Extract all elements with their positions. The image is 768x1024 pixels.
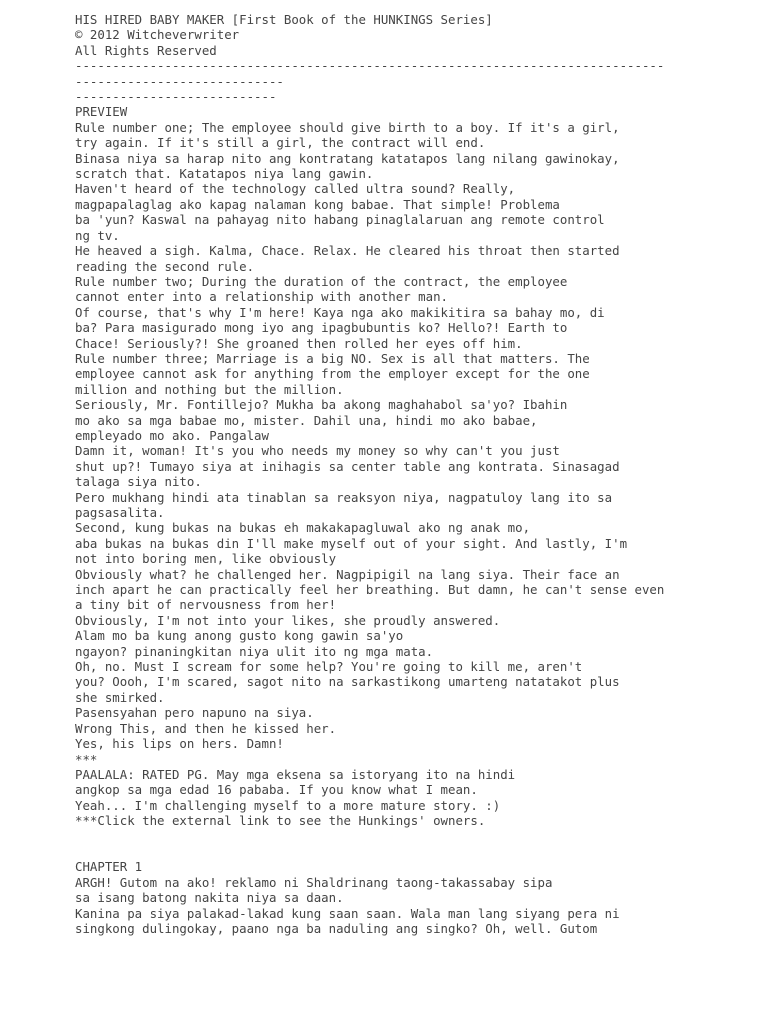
separator-line: ---------------------------- — [75, 73, 284, 89]
text-line: mo ako sa mga babae mo, mister. Dahil una, hindi mo ako babae, — [75, 412, 538, 428]
book-title: HIS HIRED BABY MAKER [First Book of the HUNKINGS Series] — [75, 12, 493, 27]
text-line: Oh, no. Must I scream for some help? You're going to kill me, aren't — [75, 659, 583, 675]
text-line: inch apart he can practically feel her breathing. But damn, he can't sense even — [75, 582, 665, 598]
text-line: ng tv. — [75, 227, 120, 243]
text-line: He heaved a sigh. Kalma, Chace. Relax. He cleared his throat then started — [75, 243, 620, 259]
text-line: Alam mo ba kung anong gusto kong gawin sa'yo — [75, 628, 404, 644]
text-line: million and nothing but the million. — [75, 381, 344, 397]
text-line: a tiny bit of nervousness from her! — [75, 597, 337, 613]
text-line: try again. If it's still a girl, the contract will end. — [75, 135, 486, 151]
chapter-heading: CHAPTER 1 — [75, 859, 143, 875]
text-line: scratch that. Katatapos niya lang gawin. — [75, 166, 374, 182]
text-line: Chace! Seriously?! She groaned then rolled her eyes off him. — [75, 335, 523, 351]
text-line: ngayon? pinaningkitan niya ulit ito ng mga mata. — [75, 643, 434, 659]
text-line: singkong dulingokay, paano nga ba naduling ang singko? Oh, well. Gutom — [75, 920, 598, 936]
text-line: sa isang batong nakita niya sa daan. — [75, 890, 344, 906]
text-line: not into boring men, like obviously — [75, 551, 337, 567]
text-line: magpapalaglag ako kapag nalaman kong babae. That simple! Problema — [75, 196, 560, 212]
text-line: Yeah... I'm challenging myself to a more mature story. :) — [75, 797, 501, 813]
text-line: Wrong This, and then he kissed her. — [75, 720, 337, 736]
text-line: talaga siya nito. — [75, 474, 202, 490]
text-line: PAALALA: RATED PG. May mga eksena sa istoryang ito na hindi — [75, 766, 516, 782]
text-line: Haven't heard of the technology called ultra sound? Really, — [75, 181, 516, 197]
text-line: Second, kung bukas na bukas eh makakapagluwal ako ng anak mo, — [75, 520, 531, 536]
section-heading-preview: PREVIEW — [75, 104, 128, 120]
text-line: Yes, his lips on hers. Damn! — [75, 736, 284, 752]
text-line: ba? Para masigurado mong iyo ang ipagbubuntis ko? Hello?! Earth to — [75, 320, 568, 336]
text-line: cannot enter into a relationship with another man. — [75, 289, 448, 305]
text-line: Pero mukhang hindi ata tinablan sa reaksyon niya, nagpatuloy lang ito sa — [75, 489, 613, 505]
section-break: *** — [75, 751, 98, 767]
text-line: ba 'yun? Kaswal na pahayag nito habang pinaglalaruan ang remote control — [75, 212, 605, 228]
text-line: Rule number three; Marriage is a big NO. Sex is all that matters. The — [75, 350, 590, 366]
text-line: Binasa niya sa harap nito ang kontratang katatapos lang nilang gawinokay, — [75, 150, 620, 166]
text-line: she smirked. — [75, 689, 165, 705]
text-line: Seriously, Mr. Fontillejo? Mukha ba akong maghahabol sa'yo? Ibahin — [75, 397, 568, 413]
text-line: ARGH! Gutom na ako! reklamo ni Shaldrinang taong-takassabay sipa — [75, 874, 553, 890]
text-line: Kanina pa siya palakad-lakad kung saan saan. Wala man lang siyang pera ni — [75, 905, 620, 921]
text-line: aba bukas na bukas din I'll make myself out of your sight. And lastly, I'm — [75, 535, 628, 551]
text-line: Damn it, woman! It's you who needs my money so why can't you just — [75, 443, 560, 459]
text-line: Pasensyahan pero napuno na siya. — [75, 705, 314, 721]
rights-line: All Rights Reserved — [75, 42, 217, 58]
separator-line: --------------------------- — [75, 89, 277, 105]
separator-line: ------------------------------------------------------------------------------- — [75, 58, 665, 74]
copyright-line: © 2012 Witcheverwriter — [75, 27, 240, 43]
text-line: empleyado mo ako. Pangalaw — [75, 427, 269, 443]
text-line: Obviously what? he challenged her. Nagpipigil na lang siya. Their face an — [75, 566, 620, 582]
blank-line — [75, 829, 755, 844]
text-line: Of course, that's why I'm here! Kaya nga ako makikitira sa bahay mo, di — [75, 304, 605, 320]
text-line: ***Click the external link to see the Hunkings' owners. — [75, 813, 486, 829]
text-line: angkop sa mga edad 16 pababa. If you know what I mean. — [75, 782, 478, 798]
text-line: Rule number one; The employee should give birth to a boy. If it's a girl, — [75, 119, 620, 135]
text-line: you? Oooh, I'm scared, sagot nito na sarkastikong umarteng natatakot plus — [75, 674, 620, 690]
text-line: Obviously, I'm not into your likes, she proudly answered. — [75, 612, 501, 628]
text-line: reading the second rule. — [75, 258, 255, 274]
text-line: pagsasalita. — [75, 505, 165, 520]
document-page — [75, 12, 755, 936]
text-line: employee cannot ask for anything from the employer except for the one — [75, 366, 590, 382]
text-line: Rule number two; During the duration of the contract, the employee — [75, 273, 568, 289]
text-line: shut up?! Tumayo siya at inihagis sa center table ang kontrata. Sinasagad — [75, 458, 620, 474]
blank-line — [75, 844, 755, 859]
